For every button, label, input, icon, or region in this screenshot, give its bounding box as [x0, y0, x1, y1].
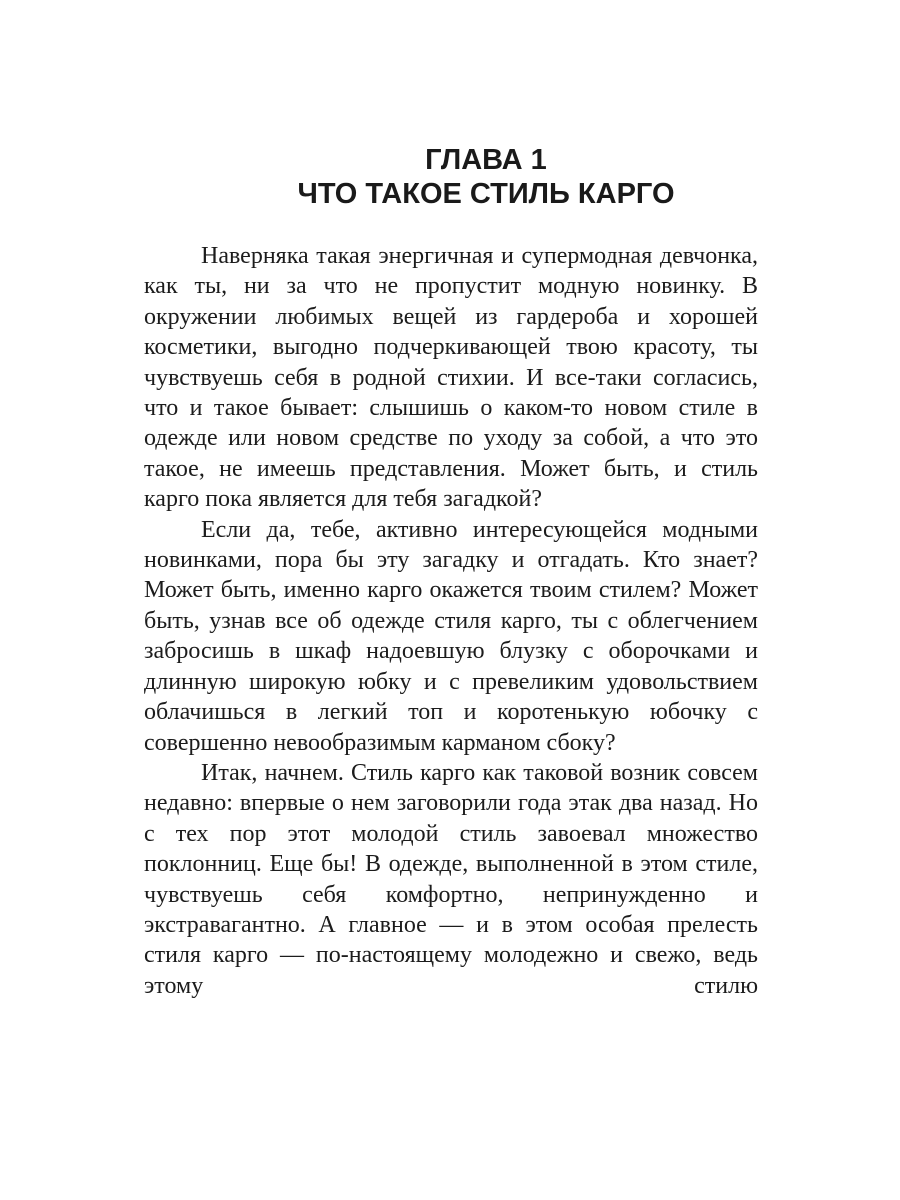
body-text: [144, 241, 758, 1001]
chapter-heading: [0, 143, 900, 211]
chapter-title: ЧТО ТАКОЕ СТИЛЬ КАРГО: [297, 178, 675, 210]
paragraph-1: Наверняка такая энергичная и супермодная девчонка, как ты, ни за что не пропустит модную новинку. В окружении любимых вещей из гардероба и хорошей косметики, выгодно подчеркивающей твою красоту, ты чувствуешь себя в родной стихии. И все-таки согласись, что и такое бывает: слышишь о каком-то новом стиле в одежде или новом средстве по уходу за собой, а что это такое, не имеешь представления. Может быть, и стиль карго пока является для тебя загадкой?: [144, 243, 758, 513]
paragraph-3: Итак, начнем. Стиль карго как таковой возник совсем недавно: впервые о нем заговорили года этак два назад. Но с тех пор этот молодой стиль завоевал множество поклонниц. Еще бы! В одежде, выполненной в этом стиле, чувствуешь себя комфортно, непринужденно и экстравагантно. А главное — и в этом особая прелесть стиля карго — по-настоящему молодежно и свежо, ведь этому стилю: [144, 759, 758, 999]
paragraph-2: Если да, тебе, активно интересующейся модными новинками, пора бы эту загадку и отгадать. Кто знает? Может быть, именно карго окажется твоим стилем? Может быть, узнав все об одежде стиля карго, ты с облегчением забросишь в шкаф надоевшую блузку с оборочками и длинную широкую юбку и с превеликим удовольствием облачишься в легкий топ и коротенькую юбочку с совершенно невообразимым карманом сбоку?: [144, 516, 758, 756]
chapter-number: ГЛАВА 1: [425, 144, 547, 176]
